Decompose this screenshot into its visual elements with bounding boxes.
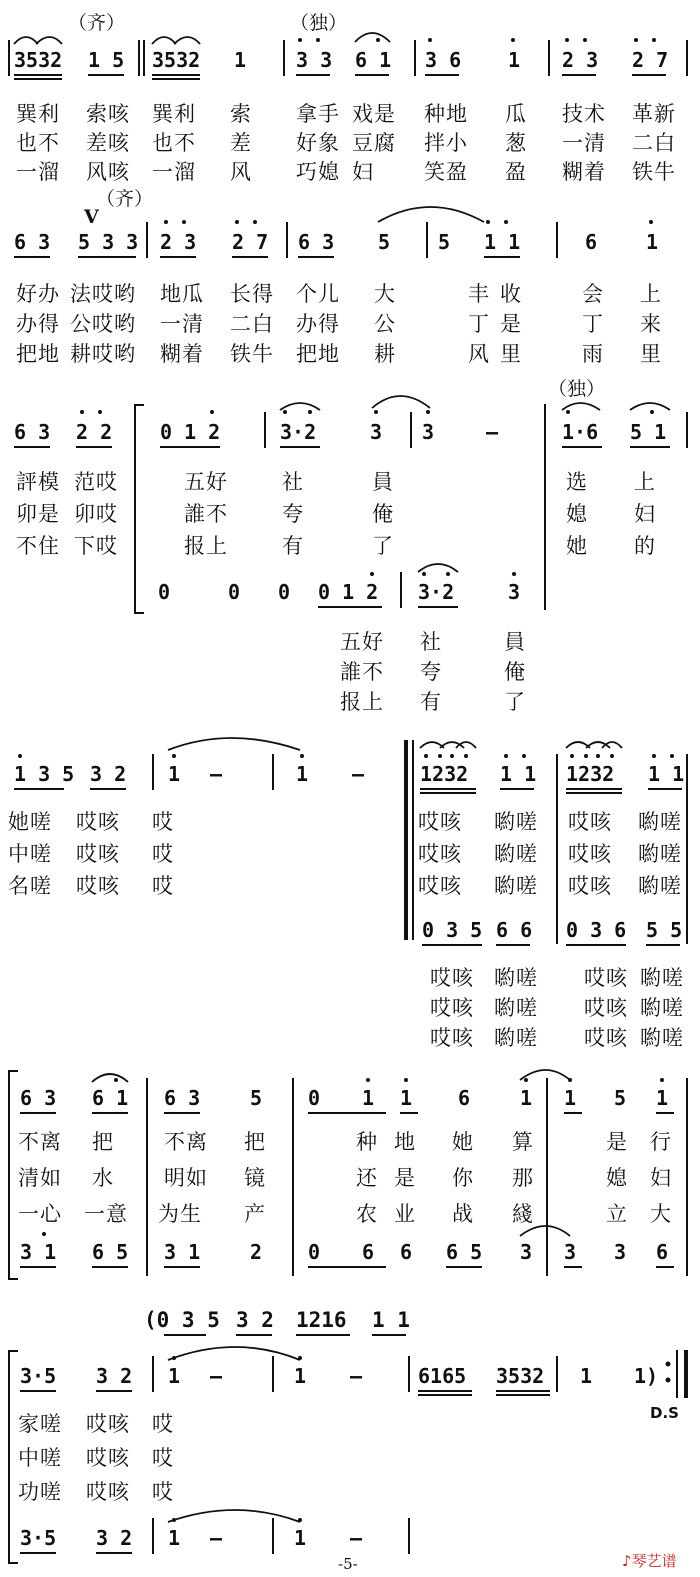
lyric: 哎咳: [418, 874, 462, 898]
note-group: 1: [520, 1086, 533, 1110]
lyric: 一清: [160, 312, 204, 336]
lyric: 技术: [562, 102, 606, 126]
note-group: —: [486, 420, 499, 444]
lyric: 差咳: [86, 131, 130, 155]
note-group: 5: [378, 230, 391, 254]
slur: [152, 37, 176, 44]
lyric: 地瓜: [160, 282, 204, 306]
lyric: 也不: [16, 131, 60, 155]
note-group: 2 3: [160, 230, 197, 254]
lyric: 喲嗟: [494, 996, 538, 1020]
lyric: 媳: [566, 502, 588, 526]
note-group: 6165: [418, 1364, 467, 1388]
note-group: 6: [362, 1240, 375, 1264]
note-group: 6 1: [355, 48, 392, 72]
lyric: 拌小: [424, 131, 468, 155]
slur: [92, 1074, 128, 1082]
lyric: 哎: [152, 842, 174, 866]
note-group: 3532: [496, 1364, 545, 1388]
lyric: 法哎哟: [70, 282, 136, 306]
lyric: 也不: [152, 131, 196, 155]
note-group: 3 2: [96, 1364, 133, 1388]
lyric: 喲嗟: [494, 874, 538, 898]
lyric: 个儿: [296, 282, 340, 306]
lyric: 战: [452, 1202, 474, 1226]
lyric: 算: [512, 1130, 534, 1154]
note-group: 5 5: [646, 918, 683, 942]
note-group: —: [352, 762, 365, 786]
tie: [168, 738, 300, 750]
note-group: 3·2: [418, 580, 455, 604]
note-group: 3·2: [280, 420, 317, 444]
lyric: 有: [282, 534, 304, 558]
lyric: 不离: [18, 1130, 62, 1154]
lyric: 还: [356, 1166, 378, 1190]
note-group: 1: [168, 1526, 181, 1550]
lyric: 哎: [152, 810, 174, 834]
note-group: 1: [656, 1086, 669, 1110]
note-group: 1: [294, 1526, 307, 1550]
lyric: 俺: [372, 502, 394, 526]
lyric: 喲嗟: [494, 810, 538, 834]
slur: [355, 33, 390, 42]
note-group: 0: [308, 1240, 321, 1264]
lyric: 喲嗟: [640, 996, 684, 1020]
lyric: 她嗟: [8, 810, 52, 834]
lyric: 妇: [634, 502, 656, 526]
note-group: 6 3: [164, 1086, 201, 1110]
note-group: 1: [294, 1364, 307, 1388]
lyric: 哎咳: [76, 810, 120, 834]
lyric: 那: [512, 1166, 534, 1190]
lyric: 下哎: [74, 534, 118, 558]
lyric: 哎咳: [568, 842, 612, 866]
note-group: 1: [168, 762, 181, 786]
lyric: 丁: [582, 312, 604, 336]
lyric: 二白: [230, 312, 274, 336]
lyric: 把地: [16, 342, 60, 366]
lyric: 把: [244, 1130, 266, 1154]
lyric: 把地: [296, 342, 340, 366]
note-group: 1): [634, 1364, 659, 1388]
lyric: 哎咳: [418, 810, 462, 834]
note-group: 1: [296, 762, 309, 786]
logo-icon: ♪: [622, 1552, 632, 1570]
note-group: 1 1: [372, 1308, 410, 1332]
lyric: 上: [640, 282, 662, 306]
site-logo: [622, 1550, 677, 1571]
note-group: 0 1 2: [160, 420, 221, 444]
logo-text: 琴艺谱: [631, 1552, 677, 1570]
lyric: 評模: [16, 470, 60, 494]
note-group: 3 3: [296, 48, 333, 72]
lyric: 来: [640, 312, 662, 336]
note-group: 3 2: [96, 1526, 133, 1550]
unison-mark: （齐）: [96, 188, 154, 210]
lyric: 喲嗟: [494, 842, 538, 866]
note-group: 3 1: [20, 1240, 57, 1264]
lyric: 喲嗟: [494, 966, 538, 990]
lyric: 哎咳: [430, 966, 474, 990]
solo-mark: （独）: [548, 378, 606, 400]
tie: [168, 1347, 300, 1360]
lyric: 瓜: [505, 102, 527, 126]
lyric: 里: [640, 342, 662, 366]
note-group: 6: [585, 230, 598, 254]
lyric: 哎: [152, 874, 174, 898]
lyric: 家嗟: [18, 1412, 62, 1436]
lyric: 卯是: [16, 502, 60, 526]
lyric: 风: [230, 160, 252, 184]
note-group: 6 6: [496, 918, 533, 942]
lyric: 社: [282, 470, 304, 494]
note-group: 6: [458, 1086, 471, 1110]
note-group: 1: [508, 48, 521, 72]
lyric: 选: [566, 470, 588, 494]
note-group: 1: [168, 1364, 181, 1388]
lyric: 耕: [374, 342, 396, 366]
lyric: 办得: [16, 312, 60, 336]
note-group: 6 3: [14, 230, 51, 254]
note-group: 2 7: [232, 230, 269, 254]
note-group: —: [350, 1526, 363, 1550]
lyric: 你: [452, 1166, 474, 1190]
lyric: 喲嗟: [494, 1026, 538, 1050]
lyric: 她: [452, 1130, 474, 1154]
lyric: 了: [504, 690, 526, 714]
lyric: 上: [634, 470, 656, 494]
lyric: 一心: [18, 1202, 62, 1226]
lyric: 中嗟: [8, 842, 52, 866]
lyric: 有: [420, 690, 442, 714]
lyric: 二白: [632, 131, 676, 155]
lyric: 产: [244, 1202, 266, 1226]
note-group: 1: [234, 48, 247, 72]
note-group: 3: [422, 420, 435, 444]
lyric: 糊着: [160, 342, 204, 366]
lyric: 哎咳: [568, 874, 612, 898]
note-group: 0 1 2: [318, 580, 379, 604]
lyric: 立: [606, 1202, 628, 1226]
lyric: 員: [372, 470, 394, 494]
lyric: 夸: [420, 660, 442, 684]
breath-mark: V: [84, 206, 99, 228]
lyric: 是: [394, 1166, 416, 1190]
lyric: 农: [356, 1202, 378, 1226]
lyric: 功嗟: [18, 1480, 62, 1504]
unison-mark: （齐）: [68, 12, 126, 34]
lyric: 喲嗟: [638, 810, 682, 834]
slur: [630, 403, 670, 410]
lyric: 行: [650, 1130, 672, 1154]
note-group: 5: [614, 1086, 627, 1110]
lyric: 哎咳: [418, 842, 462, 866]
lyric: 大: [650, 1202, 672, 1226]
slur: [562, 403, 600, 410]
note-group: 1: [646, 230, 659, 254]
tie: [520, 1226, 570, 1236]
note-group: 2: [250, 1240, 263, 1264]
lyric: 喲嗟: [640, 966, 684, 990]
note-group: 1·6: [562, 420, 599, 444]
lyric: 哎咳: [86, 1446, 130, 1470]
tie: [372, 396, 430, 408]
note-group: 6 1: [92, 1086, 129, 1110]
lyric: 糊着: [562, 160, 606, 184]
lyric: 风咳: [86, 160, 130, 184]
lyric: 明如: [164, 1166, 208, 1190]
note-group: 0: [278, 580, 291, 604]
lyric: 豆腐: [352, 131, 396, 155]
lyric: 五好: [340, 630, 384, 654]
slur: [602, 742, 622, 748]
note-group: 1232: [566, 762, 615, 786]
lyric: 雨: [582, 342, 604, 366]
lyric: 办得: [296, 312, 340, 336]
note-group: 3 6: [425, 48, 462, 72]
lyric: 誰不: [184, 502, 228, 526]
slur: [456, 742, 476, 748]
lyric: 巽利: [152, 102, 196, 126]
lyric: 員: [504, 630, 526, 654]
lyric: 哎咳: [86, 1412, 130, 1436]
note-group: 3: [614, 1240, 627, 1264]
note-group: 5: [438, 230, 451, 254]
lyric: 妇: [352, 160, 374, 184]
lyric: 报上: [184, 534, 228, 558]
lyric: 巽利: [16, 102, 60, 126]
note-group: 3 1: [164, 1240, 201, 1264]
lyric: 一清: [562, 131, 606, 155]
note-group: 0: [308, 1086, 321, 1110]
note-group: 1 3 5: [14, 762, 75, 786]
note-group: 5 1: [630, 420, 667, 444]
note-group: 3 2: [90, 762, 127, 786]
lyric: 名嗟: [8, 874, 52, 898]
lyric: 风: [468, 342, 490, 366]
lyric: 丰: [468, 282, 490, 306]
lyric: 公哎哟: [70, 312, 136, 336]
lyric: 哎咳: [430, 1026, 474, 1050]
lyric: 喲嗟: [640, 1026, 684, 1050]
lyric: 的: [634, 534, 656, 558]
lyric: 报上: [340, 690, 384, 714]
lyric: 哎咳: [584, 1026, 628, 1050]
lyric: 镜: [244, 1166, 266, 1190]
lyric: 哎咳: [76, 874, 120, 898]
lyric: 夸: [282, 502, 304, 526]
lyric: 耕哎哟: [70, 342, 136, 366]
note-group: 0: [228, 580, 241, 604]
lyric: 为生: [158, 1202, 202, 1226]
note-group: 1232: [420, 762, 469, 786]
slur: [280, 403, 320, 410]
note-group: 3532: [14, 48, 63, 72]
lyric: 业: [394, 1202, 416, 1226]
note-group: —: [210, 1364, 223, 1388]
lyric: 索: [230, 102, 252, 126]
lyric: 公: [374, 312, 396, 336]
solo-mark: （独）: [290, 12, 348, 34]
lyric: 妇: [650, 1166, 672, 1190]
lyric: 綫: [512, 1202, 534, 1226]
note-group: 3532: [152, 48, 201, 72]
lyric: 葱: [505, 131, 527, 155]
note-group: —: [350, 1364, 363, 1388]
lyric: 她: [566, 534, 588, 558]
slur: [36, 37, 62, 44]
note-group: 1 1: [484, 230, 521, 254]
lyric: 哎咳: [584, 996, 628, 1020]
lyric: 俺: [504, 660, 526, 684]
lyric: 种地: [424, 102, 468, 126]
note-group: 6 5: [92, 1240, 129, 1264]
note-group: —: [210, 762, 223, 786]
lyric: 一溜: [152, 160, 196, 184]
note-group: 2 7: [632, 48, 669, 72]
note-group: 2 2: [76, 420, 113, 444]
lyric: 五好: [184, 470, 228, 494]
lyric: 索咳: [86, 102, 130, 126]
note-group: 3: [564, 1240, 577, 1264]
note-group: 5: [250, 1086, 263, 1110]
lyric: 好象: [296, 131, 340, 155]
lyric: 一意: [84, 1202, 128, 1226]
note-group: 1 1: [648, 762, 685, 786]
lyric: 哎: [152, 1446, 174, 1470]
lyric: 哎: [152, 1412, 174, 1436]
note-group: 6 3: [298, 230, 335, 254]
note-group: 1: [564, 1086, 577, 1110]
lyric: 收: [500, 282, 522, 306]
lyric: 了: [372, 534, 394, 558]
lyric: 誰不: [340, 660, 384, 684]
lyric: 不住: [16, 534, 60, 558]
lyric: 哎: [152, 1480, 174, 1504]
slur: [418, 564, 458, 572]
lyric: 拿手: [296, 102, 340, 126]
lyric: 铁牛: [230, 342, 274, 366]
note-group: 6: [400, 1240, 413, 1264]
page-number: -5-: [338, 1555, 358, 1573]
lyric: 差: [230, 131, 252, 155]
note-group: 3: [508, 580, 521, 604]
lyric: 哎咳: [568, 810, 612, 834]
lyric: 里: [500, 342, 522, 366]
note-group: 1: [362, 1086, 375, 1110]
lyric: 是: [500, 312, 522, 336]
lyric: 哎咳: [76, 842, 120, 866]
lyric: 不离: [164, 1130, 208, 1154]
lyric: 清如: [18, 1166, 62, 1190]
lyric: 好办: [16, 282, 60, 306]
lyric: 哎咳: [584, 966, 628, 990]
lyric: 一溜: [16, 160, 60, 184]
lyric: 喲嗟: [638, 874, 682, 898]
note-group: 1216: [296, 1308, 347, 1332]
lyric: 哎咳: [430, 996, 474, 1020]
note-group: 3·5: [20, 1364, 57, 1388]
note-group: 3·5: [20, 1526, 57, 1550]
lyric: 巧媳: [296, 160, 340, 184]
note-group: 6 3: [14, 420, 51, 444]
note-group: 1 1: [500, 762, 537, 786]
note-group: 0: [158, 580, 171, 604]
lyric: 社: [420, 630, 442, 654]
lyric: 笑盈: [424, 160, 468, 184]
lyric: 大: [374, 282, 396, 306]
lyric: 喲嗟: [638, 842, 682, 866]
tie: [168, 1510, 300, 1522]
note-group: 6 3: [20, 1086, 57, 1110]
dal-segno: D.S: [650, 1404, 679, 1422]
note-group: 6: [656, 1240, 669, 1264]
slur: [14, 37, 38, 44]
lyric: 哎咳: [86, 1480, 130, 1504]
lyric: 革新: [632, 102, 676, 126]
lyric: 铁牛: [632, 160, 676, 184]
lyric: 地: [394, 1130, 416, 1154]
lyric: 卯哎: [74, 502, 118, 526]
lyric: 媳: [606, 1166, 628, 1190]
tie: [378, 207, 484, 222]
lyric: 盈: [505, 160, 527, 184]
note-group: 1: [580, 1364, 593, 1388]
lyric: 水: [92, 1166, 114, 1190]
slur: [174, 37, 200, 44]
note-group: 6 5: [446, 1240, 483, 1264]
lyric: 丁: [468, 312, 490, 336]
note-group: 0 3 5: [422, 918, 483, 942]
note-group: 3: [370, 420, 383, 444]
lyric: 长得: [230, 282, 274, 306]
lyric: 种: [356, 1130, 378, 1154]
note-group: —: [210, 1526, 223, 1550]
note-group: 3: [520, 1240, 533, 1264]
note-group: 1 5: [88, 48, 125, 72]
note-group: 2 3: [562, 48, 599, 72]
note-group: 0 3 6: [566, 918, 627, 942]
tie: [520, 1070, 570, 1080]
note-group: 1: [400, 1086, 413, 1110]
note-group: 3 2: [236, 1308, 274, 1332]
note-group: (0 3 5: [144, 1308, 220, 1332]
lyric: 范哎: [74, 470, 118, 494]
lyric: 中嗟: [18, 1446, 62, 1470]
lyric: 戏是: [352, 102, 396, 126]
lyric: 会: [582, 282, 604, 306]
note-group: 5 3 3: [78, 230, 139, 254]
lyric: 把: [92, 1130, 114, 1154]
lyric: 是: [606, 1130, 628, 1154]
